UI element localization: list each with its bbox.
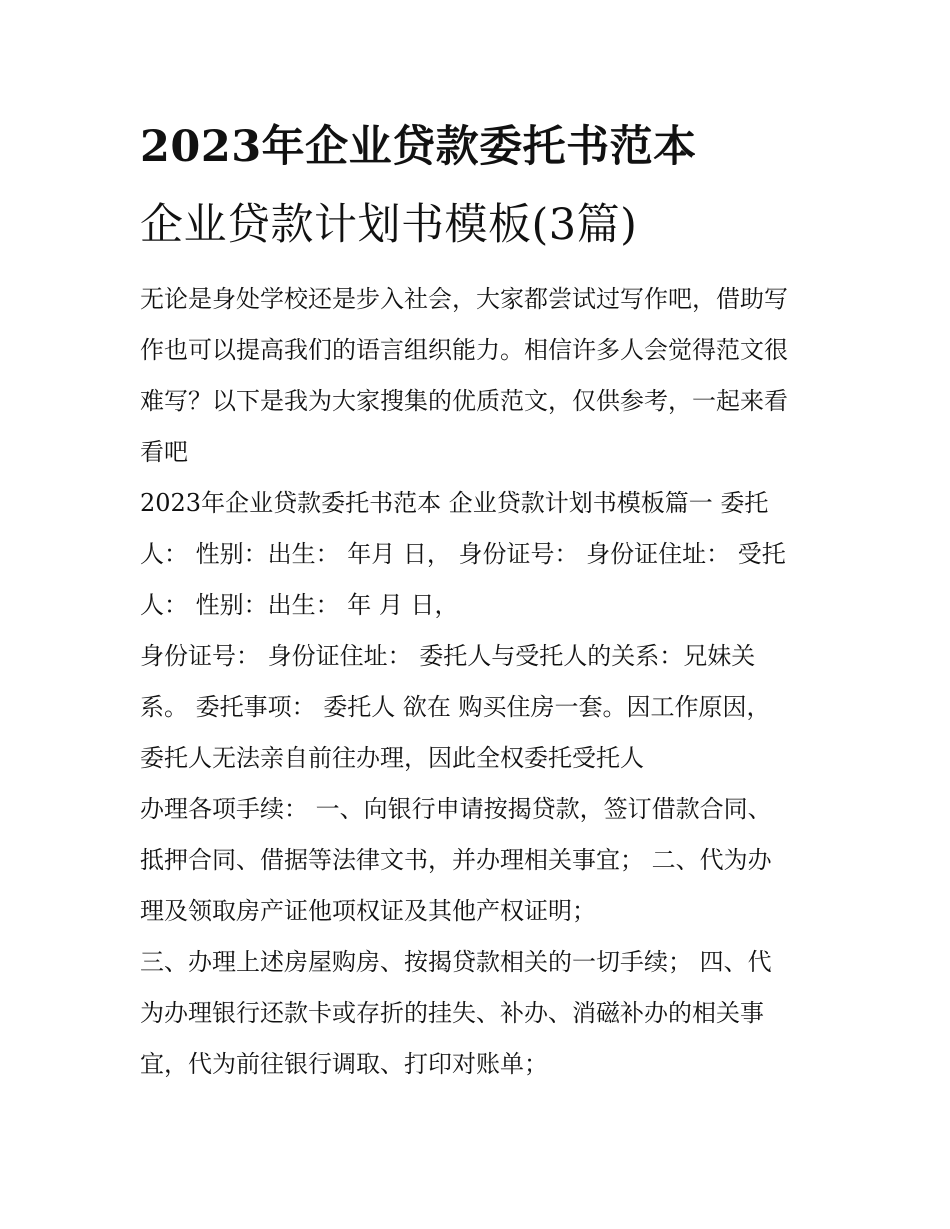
body-text	[140, 478, 830, 1090]
intro-line: 作也可以提高我们的语言组织能力。相信许多人会觉得范文很	[140, 336, 788, 364]
intro-line: 看吧	[140, 438, 188, 466]
body-line: 宜，代为前往银行调取、打印对账单；	[140, 1050, 548, 1078]
document-title	[140, 108, 830, 264]
intro-paragraph	[140, 274, 830, 478]
title-line-2: 企业贷款计划书模板(3篇)	[140, 200, 638, 250]
intro-line: 无论是身处学校还是步入社会，大家都尝试过写作吧，借助写	[140, 285, 788, 313]
body-line: 人： 性别：出生： 年月 日， 身份证号： 身份证住址： 受托	[140, 540, 786, 568]
body-line: 理及领取房产证他项权证及其他产权证明；	[140, 897, 596, 925]
body-line: 身份证号： 身份证住址： 委托人与受托人的关系：兄妹关	[140, 642, 756, 670]
title-line-1: 2023年企业贷款委托书范本	[140, 122, 697, 172]
body-line: 系。 委托事项： 委托人 欲在 购买住房一套。因工作原因，	[140, 693, 771, 721]
intro-line: 难写？以下是我为大家搜集的优质范文，仅供参考，一起来看	[140, 387, 788, 415]
body-line: 抵押合同、借据等法律文书，并办理相关事宜； 二、代为办	[140, 846, 772, 874]
document-page	[140, 108, 830, 1090]
body-line: 为办理银行还款卡或存折的挂失、补办、消磁补办的相关事	[140, 999, 764, 1027]
body-line: 办理各项手续： 一、向银行申请按揭贷款，签订借款合同、	[140, 795, 772, 823]
body-line: 委托人无法亲自前往办理，因此全权委托受托人	[140, 744, 644, 772]
body-line: 2023年企业贷款委托书范本 企业贷款计划书模板篇一 委托	[140, 489, 769, 517]
body-line: 三、办理上述房屋购房、按揭贷款相关的一切手续； 四、代	[140, 948, 772, 976]
body-line: 人： 性别：出生： 年 月 日，	[140, 591, 459, 619]
